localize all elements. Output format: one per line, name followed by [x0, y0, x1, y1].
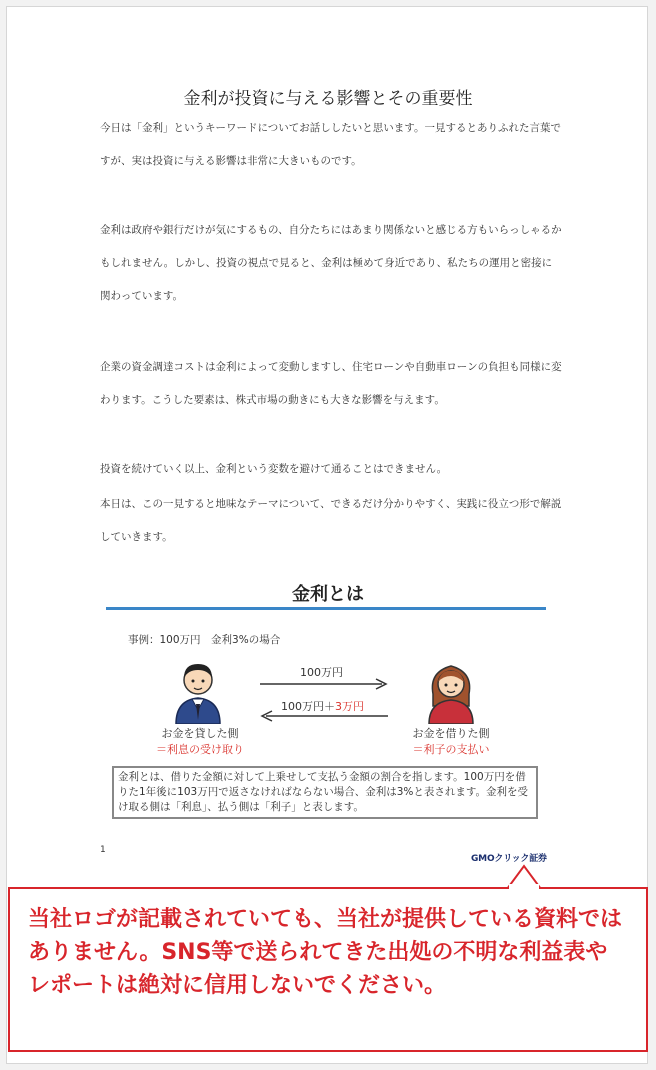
lender-label: お金を貸した側: [161, 727, 239, 740]
paragraph-3: 企業の資金調達コストは金利によって変動しますし、住宅ローンや自動車ローンの負担も同様に変わります。こうした要素は、株式市場の動きにも大きな影響を与えます。: [100, 361, 562, 406]
company-logo: GMOクリック証券: [471, 854, 547, 864]
figure-divider: [106, 607, 546, 610]
paragraph-5: 本日は、この一見すると地味なテーマについて、できるだけ分かりやすく、実践に役立つ形で解説していきます。: [100, 498, 562, 543]
loan-amount: 100万円: [300, 666, 343, 679]
document-title: 金利が投資に与える影響とその重要性: [183, 89, 473, 109]
borrower-sublabel: ＝利子の支払い: [412, 743, 490, 756]
callout-pointer-cover: [509, 884, 539, 890]
page-number: 1: [100, 845, 106, 855]
paragraph-4: 投資を続けていく以上、金利という変数を避けて通ることはできません。: [100, 463, 448, 475]
figure-title: 金利とは: [292, 584, 364, 605]
repay-arrow-left-icon: [258, 710, 390, 722]
paragraph-1: 今日は「金利」というキーワードについてお話ししたいと思います。一見するとありふれた言葉ですが、実は投資に与える影響は非常に大きいものです。: [100, 122, 561, 167]
figure-example: 事例：100万円 金利3%の場合: [128, 634, 281, 646]
borrower-woman-icon: [425, 660, 477, 724]
borrower-label: お金を借りた側: [412, 727, 490, 740]
borrower-label-group: [391, 726, 511, 758]
paragraph-2: 金利は政府や銀行だけが気にするもの、自分たちにはあまり関係ないと感じる方もいらっしゃるかもしれません。しかし、投資の視点で見ると、金利は極めて身近であり、私たちの運用と密接に関わっています。: [100, 224, 562, 302]
definition-box: 金利とは、借りた金額に対して上乗せして支払う金額の割合を指します。100万円を借りた1年後に103万円で返さなければならない場合、金利は3%と表されます。金利を受け取る側は「利息」、払う側は「利子」と表します。: [112, 766, 538, 819]
repay-interest: 3万円: [335, 700, 364, 713]
repay-principal: 100万円＋: [281, 700, 335, 713]
lender-label-group: [140, 726, 260, 758]
lender-man-icon: [172, 660, 224, 724]
warning-notice: 当社ロゴが記載されていても、当社が提供している資料ではありません。SNS等で送られてきた出処の不明な利益表やレポートは絶対に信用しないでください。: [8, 887, 648, 1052]
lender-sublabel: ＝利息の受け取り: [156, 743, 244, 756]
